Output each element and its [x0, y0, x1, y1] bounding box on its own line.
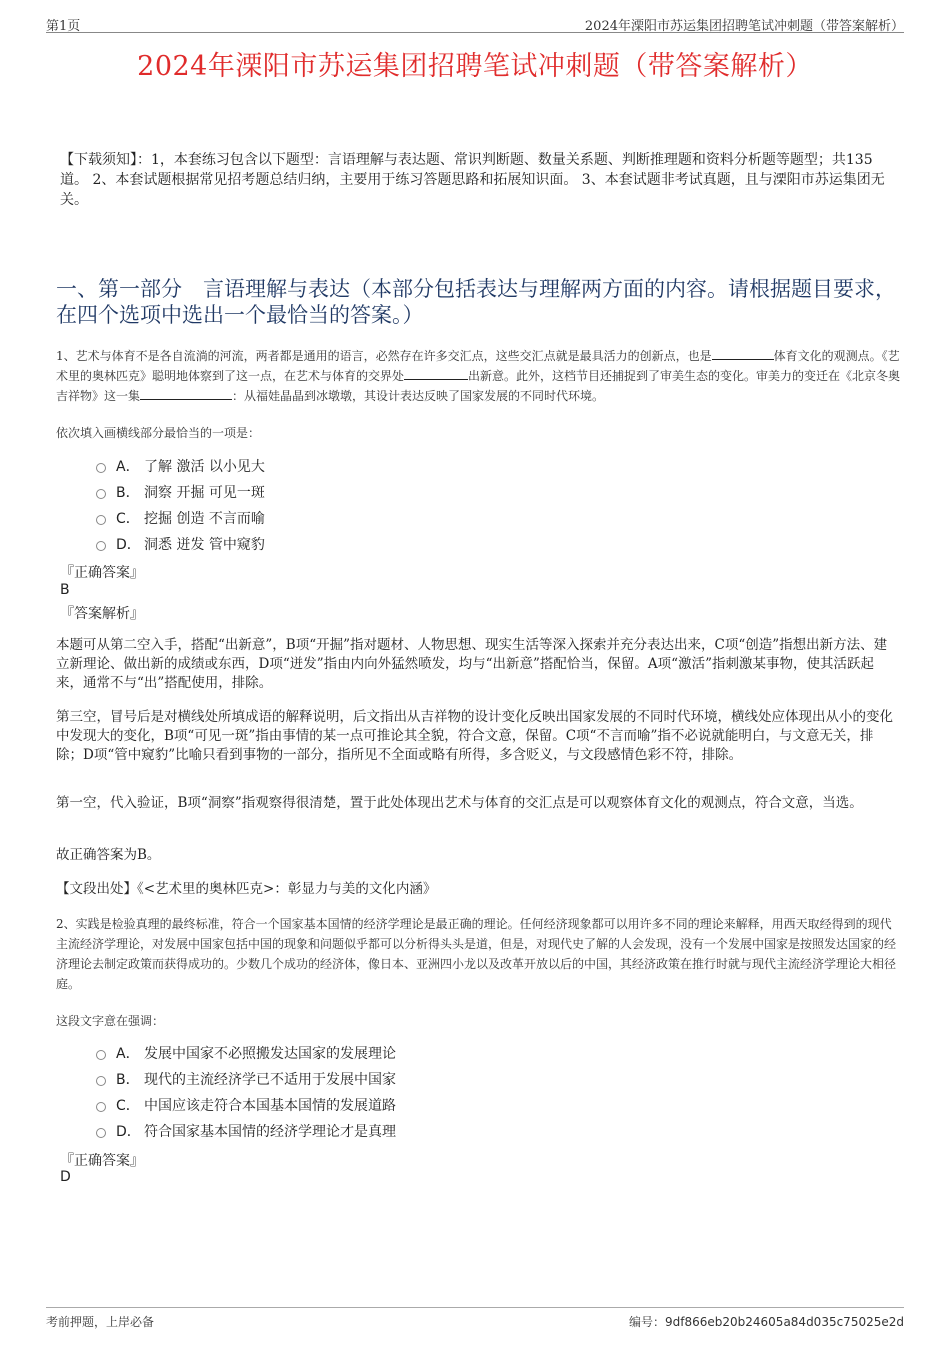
q1-analysis-paragraph: 第一空，代入验证，B项“洞察”指观察得很清楚，置于此处体现出艺术与体育的交汇点是可以观察体育文化的观测点，符合文意，当选。: [56, 795, 863, 811]
page-footer: [46, 1307, 904, 1330]
q1-text-part2: 体育文化的观测点。《艺术里的奥林匹克》聪明地体察到了这一点，在艺术与体育的交界处: [56, 349, 900, 383]
page-header: [46, 12, 904, 33]
footer-slogan: 考前押题，上岸必备: [46, 1315, 155, 1329]
q1-analysis-paragraph: 第三空，冒号后是对横线处所填成语的解释说明，后文指出从吉祥物的设计变化反映出国家发展的不同时代环境，横线处应体现出从小的变化中发现大的变化，B项“可见一斑”指由事情的某一点可推论其全貌，符合文意，保留。C项“不言而喻”指不必说就能明白，与文意无关，排除；D项“管中窥豹”比喻只看到事物的一部分，指所见不全面或略有所得，多含贬义，与文段感情色彩不符，排除。: [56, 709, 893, 763]
q1-option-a[interactable]: A． 了解 激活 以小见大: [96, 453, 265, 479]
q1-option-d[interactable]: D． 洞悉 迸发 管中窥豹: [96, 531, 265, 557]
q1-prompt: 依次填入画横线部分最恰当的一项是：: [56, 426, 261, 440]
q2-answer: D: [60, 1169, 71, 1185]
q1-blank-2: [404, 367, 468, 380]
page-number: 第1页: [46, 19, 81, 34]
radio-icon[interactable]: [96, 489, 106, 499]
radio-icon[interactable]: [96, 1128, 106, 1138]
q1-answer: B: [60, 582, 70, 598]
radio-icon[interactable]: [96, 1076, 106, 1086]
question-2-stem: 2、实践是检验真理的最终标准，符合一个国家基本国情的经济学理论是最正确的理论。任何经济现象都可以用许多不同的理论来解释，用西天取经得到的现代主流经济学理论，对发展中国家包括中国的现象和问题似乎都可以分析得头头是道，但是，对现代史了解的人会发现，没有一个发展中国家是按照发达国家的经济理论去制定政策而获得成功的。少数几个成功的经济体，像日本、亚洲四小龙以及改革开放以后的中国，其经济政策在推行时就与现代主流经济学理论大相径庭。: [56, 917, 897, 991]
q1-option-c[interactable]: C． 挖掘 创造 不言而喻: [96, 505, 265, 531]
q1-analysis-conclusion: 故正确答案为B。: [56, 847, 161, 863]
q1-blank-3: [140, 387, 232, 400]
q2-prompt: 这段文字意在强调：: [56, 1014, 165, 1028]
download-notice: 【下载须知】：1，本套练习包含以下题型：言语理解与表达题、常识判断题、数量关系题、判断推理题和资料分析题等题型；共135道。 2、本套试题根据常见招考题总结归纳，主要用于练习答题思路和拓展知识面。 3、本套试题非考试真题，且与溧阳市苏运集团无关。: [60, 152, 885, 208]
q1-text-part4: ：从福娃晶晶到冰墩墩，其设计表达反映了国家发展的不同时代环境。: [232, 389, 605, 403]
radio-icon[interactable]: [96, 1102, 106, 1112]
radio-icon[interactable]: [96, 515, 106, 525]
q1-option-b[interactable]: B． 洞察 开掘 可见一斑: [96, 479, 265, 505]
q1-analysis-paragraph: 本题可从第二空入手，搭配“出新意”，B项“开掘”指对题材、人物思想、现实生活等深入探索并充分表达出来，C项“创造”指想出新方法、建立新理论、做出新的成绩或东西，D项“迸发”指由内向外猛然喷发，均与“出新意”搭配恰当，保留。A项“激活”指刺激某事物，使其活跃起来，通常不与“出”搭配使用，排除。: [56, 637, 888, 691]
radio-icon[interactable]: [96, 541, 106, 551]
q2-option-a[interactable]: A． 发展中国家不必照搬发达国家的发展理论: [96, 1040, 396, 1066]
q1-analysis-label: 『答案解析』: [60, 606, 144, 622]
q2-option-c[interactable]: C． 中国应该走符合本国基本国情的发展道路: [96, 1092, 396, 1118]
q1-text-part3: 出新意。此外，这档节目还捕捉到了审美生态的变化。审美力的变迁在《北京冬奥吉祥物》这一集: [56, 369, 901, 403]
q2-option-d[interactable]: D． 符合国家基本国情的经济学理论才是真理: [96, 1118, 396, 1144]
header-doc-title: 2024年溧阳市苏运集团招聘笔试冲刺题（带答案解析）: [584, 19, 904, 34]
q1-options: [96, 453, 265, 557]
radio-icon[interactable]: [96, 1050, 106, 1060]
radio-icon[interactable]: [96, 463, 106, 473]
q2-answer-label: 『正确答案』: [60, 1153, 144, 1169]
q2-options: [96, 1040, 396, 1144]
section-heading: 一、第一部分 言语理解与表达（本部分包括表达与理解两方面的内容。请根据题目要求，在四个选项中选出一个最恰当的答案。）: [56, 277, 896, 327]
footer-code: 编号：9df866eb20b24605a84d035c75025e2d: [628, 1315, 904, 1329]
q1-text-part1: 1、艺术与体育不是各自流淌的河流，两者都是通用的语言，必然存在许多交汇点，这些交汇点就是最具活力的创新点，也是: [56, 349, 712, 363]
q1-source: 【文段出处】《<艺术里的奥林匹克>：彰显力与美的文化内涵》: [56, 881, 437, 897]
document-title: 2024年溧阳市苏运集团招聘笔试冲刺题（带答案解析）: [137, 51, 813, 82]
q1-answer-label: 『正确答案』: [60, 565, 144, 581]
q1-blank-1: [712, 347, 774, 360]
question-1-stem: [56, 346, 902, 406]
q2-option-b[interactable]: B． 现代的主流经济学已不适用于发展中国家: [96, 1066, 396, 1092]
